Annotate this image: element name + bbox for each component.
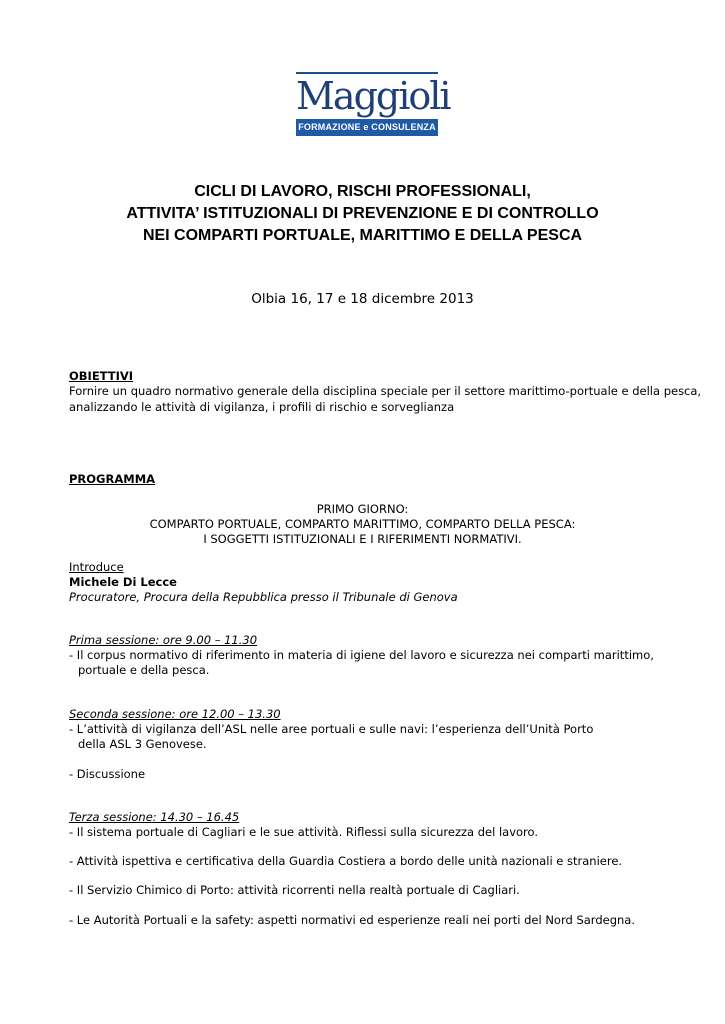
session-3-item-4: - Le Autorità Portuali e la safety: aspetti normativi ed esperienze reali nei porti del Nord Sardegna. xyxy=(69,913,635,927)
session-2-item-2: - Discussione xyxy=(69,767,146,781)
day-heading-2: COMPARTO PORTUALE, COMPARTO MARITTIMO, COMPARTO DELLA PESCA: xyxy=(149,517,576,531)
programma-heading: PROGRAMMA xyxy=(69,472,156,486)
day-heading-1: PRIMO GIORNO: xyxy=(316,502,409,516)
speaker-name: Michele Di Lecce xyxy=(69,575,177,589)
session-1-title: Prima sessione: ore 9.00 – 11.30 xyxy=(69,633,258,647)
obiettivi-heading: OBIETTIVI xyxy=(69,369,134,383)
title-line-3: NEI COMPARTI PORTUALE, MARITTIMO E DELLA PESCA xyxy=(142,227,583,244)
event-date: Olbia 16, 17 e 18 dicembre 2013 xyxy=(251,291,474,307)
obiettivi-line-1: Fornire un quadro normativo generale della disciplina speciale per il settore marittimo-portuale e della pesca, xyxy=(69,384,702,398)
session-3-title: Terza sessione: 14.30 – 16.45 xyxy=(69,810,240,824)
title-line-2: ATTIVITA’ ISTITUZIONALI DI PREVENZIONE E DI CONTROLLO xyxy=(126,205,599,222)
session-3-item-3: - Il Servizio Chimico di Porto: attività ricorrenti nella realtà portuale di Cagliari. xyxy=(69,883,520,897)
speaker-role: Procuratore, Procura della Repubblica presso il Tribunale di Genova xyxy=(69,590,458,604)
logo-tagline: FORMAZIONE e CONSULENZA xyxy=(296,119,438,136)
logo-wordmark: Maggioli xyxy=(296,74,450,118)
obiettivi-line-2: analizzando le attività di vigilanza, i profili di rischio e sorveglianza xyxy=(69,400,455,414)
session-1-item-1-cont: portuale e della pesca. xyxy=(78,663,210,677)
session-2-item-1-cont: della ASL 3 Genovese. xyxy=(78,737,207,751)
session-3-item-1: - Il sistema portuale di Cagliari e le sue attività. Riflessi sulla sicurezza del lavoro. xyxy=(69,825,538,839)
maggioli-logo xyxy=(296,72,450,138)
session-2-item-1: - L’attività di vigilanza dell’ASL nelle aree portuali e sulle navi: l’esperienza dell’Unità Porto xyxy=(69,722,594,736)
session-3-item-2: - Attività ispettiva e certificativa della Guardia Costiera a bordo delle unità nazionali e straniere. xyxy=(69,854,623,868)
session-2-title: Seconda sessione: ore 12.00 – 13.30 xyxy=(69,707,281,721)
introduce-label: Introduce xyxy=(69,560,124,574)
document-title xyxy=(60,181,665,247)
day-heading-3: I SOGGETTI ISTITUZIONALI E I RIFERIMENTI NORMATIVI. xyxy=(203,532,522,546)
title-line-1: CICLI DI LAVORO, RISCHI PROFESSIONALI, xyxy=(194,183,531,200)
session-1-item-1: - Il corpus normativo di riferimento in materia di igiene del lavoro e sicurezza nei comparti marittimo, xyxy=(69,648,654,662)
